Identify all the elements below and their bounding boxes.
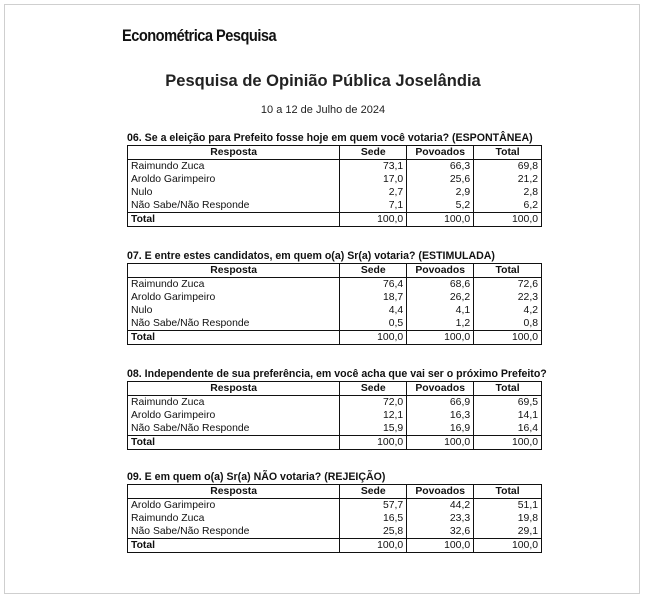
- table-row: [128, 317, 542, 331]
- header-sede: Sede: [340, 146, 407, 160]
- row-povoados: 4,1: [407, 304, 474, 317]
- row-sede: 12,1: [340, 409, 407, 422]
- question-06-section: [127, 132, 567, 227]
- total-label: Total: [128, 331, 340, 345]
- header-povoados: Povoados: [407, 264, 474, 278]
- header-total: Total: [474, 485, 542, 499]
- results-table: [127, 484, 542, 553]
- page-title: Pesquisa de Opinião Pública Joselândia: [165, 72, 481, 90]
- row-povoados: 26,2: [407, 291, 474, 304]
- row-sede: 57,7: [340, 499, 407, 513]
- total-sede: 100,0: [340, 331, 407, 345]
- header-resposta: Resposta: [128, 382, 340, 396]
- row-label: Raimundo Zuca: [128, 512, 340, 525]
- table-total-row: [128, 213, 542, 227]
- survey-date: 10 a 12 de Julho de 2024: [260, 104, 386, 116]
- row-povoados: 16,9: [407, 422, 474, 436]
- table-row: [128, 173, 542, 186]
- table-header-row: [128, 382, 542, 396]
- row-total: 22,3: [474, 291, 542, 304]
- row-label: Não Sabe/Não Responde: [128, 317, 340, 331]
- header-total: Total: [474, 146, 542, 160]
- row-sede: 72,0: [340, 396, 407, 410]
- question-09-section: [127, 471, 567, 553]
- row-total: 2,8: [474, 186, 542, 199]
- header-povoados: Povoados: [407, 382, 474, 396]
- table-header-row: [128, 264, 542, 278]
- question-08-section: [127, 368, 567, 450]
- row-label: Nulo: [128, 304, 340, 317]
- table-row: [128, 409, 542, 422]
- total-sede: 100,0: [340, 539, 407, 553]
- header-povoados: Povoados: [407, 146, 474, 160]
- row-sede: 7,1: [340, 199, 407, 213]
- row-total: 4,2: [474, 304, 542, 317]
- row-sede: 15,9: [340, 422, 407, 436]
- table-row: [128, 525, 542, 539]
- row-sede: 25,8: [340, 525, 407, 539]
- row-povoados: 44,2: [407, 499, 474, 513]
- row-povoados: 16,3: [407, 409, 474, 422]
- table-row: [128, 396, 542, 410]
- question-title: 09. E em quem o(a) Sr(a) NÃO votaria? (REJEIÇÃO): [127, 471, 386, 483]
- row-povoados: 1,2: [407, 317, 474, 331]
- row-total: 14,1: [474, 409, 542, 422]
- row-total: 29,1: [474, 525, 542, 539]
- row-povoados: 5,2: [407, 199, 474, 213]
- results-table: [127, 145, 542, 227]
- row-povoados: 25,6: [407, 173, 474, 186]
- row-sede: 16,5: [340, 512, 407, 525]
- table-total-row: [128, 331, 542, 345]
- total-label: Total: [128, 539, 340, 553]
- row-povoados: 68,6: [407, 278, 474, 292]
- table-row: [128, 499, 542, 513]
- question-title: 08. Independente de sua preferência, em você acha que vai ser o próximo Prefeito?: [127, 368, 547, 380]
- total-label: Total: [128, 213, 340, 227]
- row-sede: 0,5: [340, 317, 407, 331]
- row-povoados: 66,9: [407, 396, 474, 410]
- row-total: 69,5: [474, 396, 542, 410]
- row-label: Não Sabe/Não Responde: [128, 422, 340, 436]
- table-row: [128, 304, 542, 317]
- header-sede: Sede: [340, 264, 407, 278]
- header-sede: Sede: [340, 382, 407, 396]
- total-povoados: 100,0: [407, 213, 474, 227]
- table-row: [128, 512, 542, 525]
- row-total: 72,6: [474, 278, 542, 292]
- brand-logo-text: Econométrica Pesquisa: [122, 26, 277, 45]
- row-total: 21,2: [474, 173, 542, 186]
- header-resposta: Resposta: [128, 264, 340, 278]
- header-resposta: Resposta: [128, 485, 340, 499]
- results-table: [127, 381, 542, 450]
- row-total: 69,8: [474, 160, 542, 174]
- row-label: Nulo: [128, 186, 340, 199]
- table-row: [128, 199, 542, 213]
- table-header-row: [128, 146, 542, 160]
- total-povoados: 100,0: [407, 331, 474, 345]
- row-povoados: 66,3: [407, 160, 474, 174]
- total-povoados: 100,0: [407, 539, 474, 553]
- total-sede: 100,0: [340, 213, 407, 227]
- row-label: Não Sabe/Não Responde: [128, 199, 340, 213]
- row-label: Aroldo Garimpeiro: [128, 409, 340, 422]
- total-total: 100,0: [474, 213, 542, 227]
- row-total: 19,8: [474, 512, 542, 525]
- row-label: Raimundo Zuca: [128, 278, 340, 292]
- header-povoados: Povoados: [407, 485, 474, 499]
- table-row: [128, 160, 542, 174]
- table-row: [128, 278, 542, 292]
- total-total: 100,0: [474, 436, 542, 450]
- total-label: Total: [128, 436, 340, 450]
- table-row: [128, 422, 542, 436]
- header-total: Total: [474, 264, 542, 278]
- row-sede: 18,7: [340, 291, 407, 304]
- row-total: 0,8: [474, 317, 542, 331]
- row-sede: 76,4: [340, 278, 407, 292]
- row-label: Não Sabe/Não Responde: [128, 525, 340, 539]
- row-sede: 4,4: [340, 304, 407, 317]
- table-total-row: [128, 436, 542, 450]
- row-label: Raimundo Zuca: [128, 396, 340, 410]
- row-label: Aroldo Garimpeiro: [128, 499, 340, 513]
- row-povoados: 23,3: [407, 512, 474, 525]
- row-label: Raimundo Zuca: [128, 160, 340, 174]
- row-sede: 2,7: [340, 186, 407, 199]
- header-total: Total: [474, 382, 542, 396]
- header-resposta: Resposta: [128, 146, 340, 160]
- table-total-row: [128, 539, 542, 553]
- row-label: Aroldo Garimpeiro: [128, 173, 340, 186]
- total-total: 100,0: [474, 539, 542, 553]
- question-title: 06. Se a eleição para Prefeito fosse hoje em quem você votaria? (ESPONTÂNEA): [127, 132, 533, 144]
- row-total: 16,4: [474, 422, 542, 436]
- row-label: Aroldo Garimpeiro: [128, 291, 340, 304]
- row-total: 6,2: [474, 199, 542, 213]
- total-povoados: 100,0: [407, 436, 474, 450]
- total-total: 100,0: [474, 331, 542, 345]
- row-povoados: 2,9: [407, 186, 474, 199]
- row-povoados: 32,6: [407, 525, 474, 539]
- results-table: [127, 263, 542, 345]
- table-header-row: [128, 485, 542, 499]
- question-title: 07. E entre estes candidatos, em quem o(a) Sr(a) votaria? (ESTIMULADA): [127, 250, 495, 262]
- header-sede: Sede: [340, 485, 407, 499]
- total-sede: 100,0: [340, 436, 407, 450]
- table-row: [128, 186, 542, 199]
- row-sede: 73,1: [340, 160, 407, 174]
- table-row: [128, 291, 542, 304]
- row-sede: 17,0: [340, 173, 407, 186]
- question-07-section: [127, 250, 567, 345]
- row-total: 51,1: [474, 499, 542, 513]
